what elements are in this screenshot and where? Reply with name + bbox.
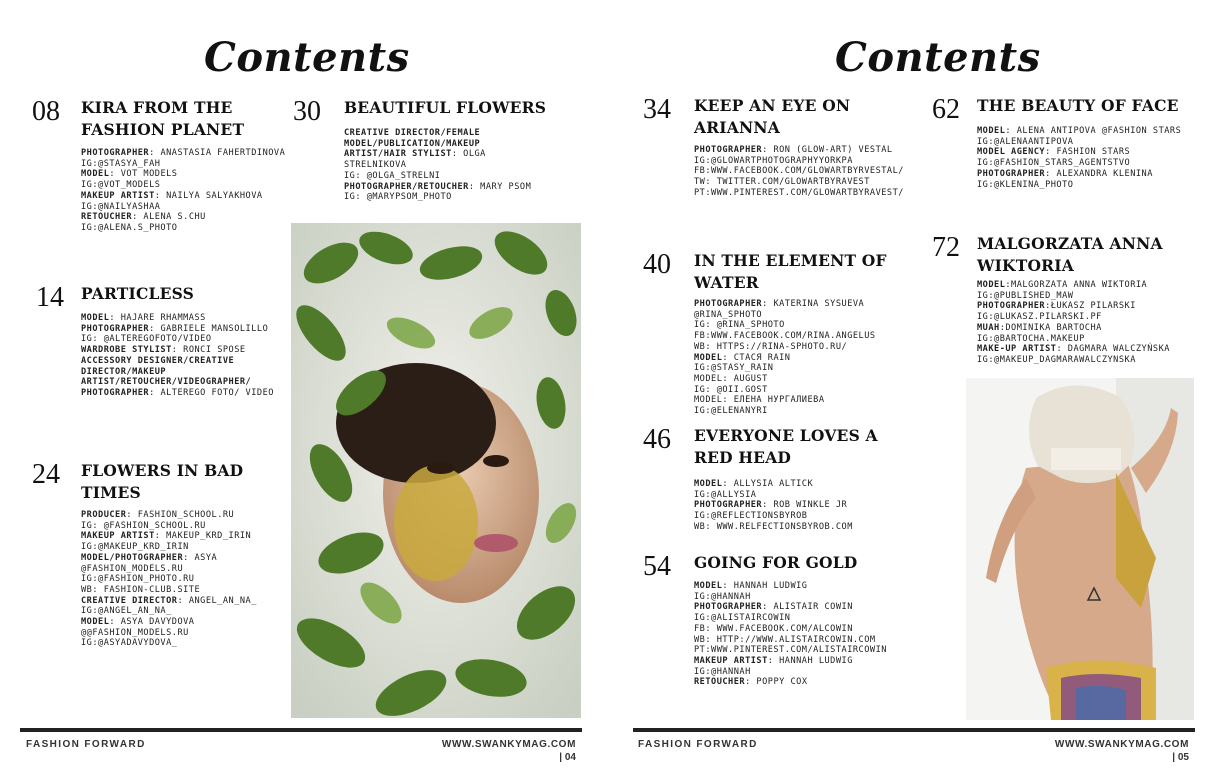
credit-line [694, 602, 919, 613]
credit-line [81, 356, 291, 399]
credit-line [344, 182, 544, 193]
credit-line [977, 280, 1199, 291]
entry-number: 30 [293, 96, 321, 127]
contents-entry[interactable] [32, 460, 292, 660]
feature-photo-blonde-model [966, 378, 1194, 720]
credit-line [977, 180, 1195, 191]
entry-number: 62 [932, 94, 960, 125]
credit-line [694, 310, 919, 321]
credit-line [81, 617, 286, 628]
credit-line [977, 334, 1199, 345]
credit-line [81, 553, 286, 564]
contents-entry[interactable] [643, 552, 933, 702]
credit-value: : ANGEL_AN_NA_ [177, 595, 257, 606]
credit-value: : HANNAH LUDWIG [767, 655, 853, 666]
credit-value: : RON (GLOW-ART) VESTAL [762, 145, 893, 155]
credit-line [977, 137, 1195, 148]
credit-value: : ALEXANDRA KLENINA [1045, 168, 1153, 179]
entry-title: IN THE ELEMENT OF WATER [694, 251, 887, 292]
credit-line [694, 353, 919, 364]
footer-rule [20, 728, 582, 732]
credit-line [977, 355, 1199, 366]
credit-line [977, 291, 1199, 302]
credit-line [977, 301, 1199, 312]
credit-value: : VOT MODELS [109, 169, 178, 180]
credit-role: MAKEUP ARTIST [694, 655, 768, 666]
credit-line [694, 511, 919, 522]
credit-role: RETOUCHER [694, 677, 746, 688]
credit-line [81, 148, 286, 159]
credit-line [694, 490, 919, 501]
credit-value: :DOMINIKA BARTOCHA [999, 322, 1102, 333]
credit-line [694, 656, 919, 667]
credit-value: PT:WWW.PINTEREST.COM/GLOWARTBYRAVEST/ [694, 187, 904, 198]
credit-value: IG: @FASHION_SCHOOL.RU [81, 520, 206, 531]
credit-value: IG: @MARYPSOM_PHOTO [344, 192, 452, 203]
credit-value: IG:@REFLECTIONSBYROB [694, 511, 808, 522]
credit-value: WB: HTTP://WWW.ALISTAIRCOWIN.COM [694, 634, 876, 645]
credit-line [694, 320, 919, 331]
credit-line [694, 500, 919, 511]
credit-value: @@FASHION_MODELS.RU [81, 627, 189, 638]
credit-line [81, 169, 286, 180]
credit-value: IG:@ELENANYRI [694, 406, 768, 417]
page-number: | 05 [1172, 752, 1189, 763]
credit-value: : FASHION_SCHOOL.RU [126, 510, 235, 520]
credit-line [81, 542, 286, 553]
credit-value: IG:@MAKEUP_KRD_IRIN [81, 542, 189, 553]
footer-website[interactable]: WWW.SWANKYMAG.COM [1054, 739, 1189, 750]
credit-role: PRODUCER [81, 510, 127, 520]
credit-line [81, 313, 291, 324]
credit-line [81, 606, 286, 617]
credit-line [977, 169, 1195, 180]
credit-value: PT:WWW.PINTEREST.COM/ALISTAIRCOWIN [694, 645, 887, 656]
credit-value: IG:@STASYA_FAH [81, 158, 161, 169]
credit-line [694, 581, 919, 592]
credit-line [81, 202, 286, 213]
page-title-left: Contents [204, 34, 410, 81]
credit-value: IG:@ASYADAVYDOVA_ [81, 638, 178, 649]
credit-line [694, 385, 919, 396]
contents-entry[interactable] [932, 233, 1202, 378]
credit-line [344, 128, 544, 171]
credit-line [81, 531, 286, 542]
credit-line [81, 191, 286, 202]
credit-line [694, 645, 919, 656]
credit-role: PHOTOGRAPHER [81, 148, 150, 158]
credit-line [694, 177, 919, 188]
entry-number: 08 [32, 96, 60, 127]
contents-entry[interactable] [293, 97, 583, 217]
credit-role: PHOTOGRAPHER [694, 602, 763, 613]
credit-role: PHOTOGRAPHER [81, 323, 150, 334]
credit-line [694, 299, 919, 310]
footer-brand: FASHION FORWARD [638, 739, 758, 750]
contents-entry[interactable] [643, 425, 933, 535]
entry-title: PARTICLESS [81, 284, 195, 303]
credit-value: IG: @RINA_SPHOTO [694, 320, 785, 331]
credit-role: MODEL [81, 313, 110, 323]
credit-role: MODEL AGENCY [977, 147, 1046, 158]
credit-line [977, 147, 1195, 158]
credit-value: IG:@MAKEUP_DAGMARAWALCZYNSKA [977, 354, 1136, 365]
credit-line [694, 145, 919, 156]
credit-value: IG:@LUKASZ.PILARSKI.PF [977, 312, 1102, 323]
credit-role: MODEL [694, 581, 723, 591]
credit-value: IG:@GLOWARTPHOTOGRAPHYYORKPA [694, 155, 853, 166]
credit-value: : KATERINA SYSUEVA [762, 299, 865, 309]
credit-role: PHOTOGRAPHER [977, 168, 1046, 179]
credit-value: IG:@FASHION_STARS_AGENTSTVO [977, 158, 1131, 169]
credit-line [694, 522, 919, 533]
footer-rule [633, 728, 1195, 732]
credit-value: IG:@ALENAANTIPOVA [977, 136, 1074, 147]
entry-credits [694, 145, 919, 199]
credit-value: : ALENA ANTIPOVA @FASHION STARS [1005, 126, 1182, 136]
credit-value: IG: @OII.GOST [694, 384, 768, 395]
credit-value: IG:@ANGEL_AN_NA_ [81, 606, 172, 617]
credit-value: : ANASTASIA FAHERTDINOVA [149, 148, 286, 158]
credit-line [81, 585, 286, 596]
credit-value: @RINA_SPHOTO [694, 309, 763, 320]
credit-value: WB: HTTPS://RINA-SPHOTO.RU/ [694, 341, 848, 352]
credit-line [694, 677, 919, 688]
credit-value: IG:@NAILYASHAA [81, 201, 161, 212]
credit-value: : GABRIELE MANSOLILLO [149, 323, 269, 334]
entry-number: 14 [36, 282, 64, 313]
credit-line [694, 342, 919, 353]
credit-line [977, 126, 1195, 137]
credit-line [81, 596, 286, 607]
entry-credits [344, 128, 544, 203]
credit-value: IG:@STASY_RAIN [694, 363, 774, 374]
credit-line [694, 406, 919, 417]
credit-value: IG:@HANNAH [694, 666, 751, 677]
credit-role: MODEL/PHOTOGRAPHER [81, 552, 184, 563]
credit-value: IG:@ALLYSIA [694, 489, 757, 500]
credit-value: FB: WWW.FACEBOOK.COM/ALCOWIN [694, 623, 853, 634]
right-page [606, 0, 1212, 780]
credit-value: FB:WWW.FACEBOOK.COM/RINA.ANGELUS [694, 331, 876, 342]
credit-line [977, 312, 1199, 323]
credit-value: @FASHION_MODELS.RU [81, 563, 184, 574]
credit-role: CREATIVE DIRECTOR/FEMALE MODEL/PUBLICATION/MAKEUP ARTIST/HAIR STYLIST [344, 128, 481, 160]
credit-value: MODEL: ЕЛЕНА НУРГАЛИЕВА [694, 395, 825, 406]
credit-value: :MALGORZATA ANNA WIKTORIA [1005, 280, 1148, 290]
entry-credits [694, 479, 919, 533]
credit-line [977, 344, 1199, 355]
credit-value: WB: WWW.RELFECTIONSBYROB.COM [694, 521, 853, 532]
entry-title: MALGORZATA ANNA WIKTORIA [977, 234, 1163, 275]
credit-role: MODEL [694, 479, 723, 489]
credit-line [694, 188, 919, 199]
credit-line [81, 180, 286, 191]
credit-value: FB:WWW.FACEBOOK.COM/GLOWARTBYRVESTAL/ [694, 166, 904, 177]
credit-value: : OLGA STRELNIKOVA [344, 149, 486, 171]
credit-value: IG:@BARTOCHA.MAKEUP [977, 333, 1085, 344]
credit-line [81, 628, 286, 639]
entry-credits [977, 280, 1199, 366]
credit-role: MODEL [977, 126, 1006, 136]
entry-credits [694, 299, 919, 417]
credit-role: PHOTOGRAPHER [694, 145, 763, 155]
credit-line [694, 613, 919, 624]
credit-role: RETOUCHER [81, 212, 133, 223]
credit-value: : MARY PSOM [468, 181, 532, 192]
credit-line [344, 192, 544, 203]
credit-line [81, 638, 286, 649]
credit-line [694, 363, 919, 374]
credit-value: MODEL: AUGUST [694, 373, 768, 384]
credit-value: : HANNAH LUDWIG [722, 581, 808, 591]
feature-photo-leaves [291, 223, 581, 718]
credit-line [81, 510, 286, 521]
contents-entry[interactable] [643, 250, 933, 420]
credit-value: IG: @ALTEREGOFOTO/VIDEO [81, 334, 212, 345]
credit-line [694, 395, 919, 406]
credit-value: : ALLYSIA ALTICK [722, 479, 814, 489]
credit-line [344, 171, 544, 182]
entry-credits [81, 313, 291, 399]
contents-entry[interactable] [643, 95, 933, 235]
credit-line [977, 323, 1199, 334]
credit-line [694, 479, 919, 490]
credit-line [694, 635, 919, 646]
credit-role: PHOTOGRAPHER/RETOUCHER [344, 181, 469, 192]
credit-value: : HAJARE RHAMMASS [109, 313, 206, 323]
credit-role: ACCESSORY DESIGNER/CREATIVE DIRECTOR/MAKEUP ARTIST/RETOUCHER/VIDEOGRAPHER/ PHOTOGRAPHER [81, 355, 252, 398]
credit-role: MUAH [977, 322, 1000, 333]
credit-value: : RONCI SPOSE [171, 345, 246, 356]
credit-line [81, 223, 286, 234]
entry-title: KEEP AN EYE ON ARIANNA [694, 96, 851, 137]
credit-role: CREATIVE DIRECTOR [81, 595, 178, 606]
credit-line [81, 212, 286, 223]
credit-value: : ASYA DAVYDOVA [109, 617, 195, 628]
credit-role: WARDROBE STYLIST [81, 345, 172, 356]
entry-number: 72 [932, 232, 960, 263]
entry-title: EVERYONE LOVES A RED HEAD [694, 426, 878, 467]
credit-value: IG:@ALISTAIRCOWIN [694, 613, 791, 624]
entry-credits [977, 126, 1195, 190]
credit-value: : FASHION STARS [1045, 147, 1131, 158]
credit-value: IG:@KLENINA_PHOTO [977, 179, 1074, 190]
credit-value: IG:@FASHION_PHOTO.RU [81, 574, 195, 585]
credit-line [694, 166, 919, 177]
entry-title: BEAUTIFUL FLOWERS [344, 98, 547, 117]
entry-credits [81, 148, 286, 234]
credit-line [81, 324, 291, 335]
credit-line [694, 624, 919, 635]
contents-entry[interactable] [32, 97, 292, 247]
entry-title: GOING FOR GOLD [694, 553, 858, 572]
credit-line [81, 159, 286, 170]
credit-value: : NAILYA SALYAKHOVA [154, 190, 263, 201]
contents-entry[interactable] [36, 283, 292, 423]
credit-line [81, 345, 291, 356]
credit-value: : ROB WINKLE JR [762, 500, 848, 511]
contents-entry[interactable] [932, 95, 1202, 215]
credit-value: : POPPY COX [745, 677, 808, 688]
entry-number: 54 [643, 551, 671, 582]
credit-line [977, 158, 1195, 169]
credit-role: MODEL [694, 352, 723, 363]
credit-value: WB: FASHION-CLUB.SITE [81, 584, 201, 595]
entry-title: THE BEAUTY OF FACE [977, 96, 1179, 115]
leaves-portrait-illustration [291, 223, 581, 718]
credit-value: : ALTEREGO FOTO/ VIDEO [149, 387, 274, 398]
entry-number: 34 [643, 94, 671, 125]
credit-value: IG:@PUBLISHED_MAW [977, 290, 1074, 301]
credit-value: :ŁUKASZ PILARSKI [1045, 301, 1136, 312]
credit-line [81, 564, 286, 575]
credit-value: : ASYA [183, 552, 218, 563]
footer-brand: FASHION FORWARD [26, 739, 146, 750]
credit-line [81, 521, 286, 532]
credit-line [81, 574, 286, 585]
credit-role: PHOTOGRAPHER [694, 299, 763, 309]
credit-value: IG:@ALENA.S_PHOTO [81, 222, 178, 233]
credit-role: MAKEUP ARTIST [81, 531, 155, 542]
credit-line [694, 374, 919, 385]
credit-value: TW: TWITTER.COM/GLOWARTBYRAVEST [694, 177, 870, 188]
credit-line [81, 334, 291, 345]
credit-line [694, 667, 919, 678]
entry-title: KIRA FROM THE FASHION PLANET [81, 98, 245, 139]
credit-role: MAKEUP ARTIST [81, 190, 155, 201]
page-number: | 04 [559, 752, 576, 763]
footer-website[interactable]: WWW.SWANKYMAG.COM [441, 739, 576, 750]
entry-number: 46 [643, 424, 671, 455]
credit-value: IG:@VOT_MODELS [81, 180, 161, 191]
credit-line [694, 331, 919, 342]
credit-value: IG: @OLGA_STRELNI [344, 170, 441, 181]
entry-title: FLOWERS IN BAD TIMES [81, 461, 244, 502]
credit-role: PHOTOGRAPHER [977, 301, 1046, 312]
entry-number: 40 [643, 249, 671, 280]
credit-value: : MAKEUP_KRD_IRIN [154, 531, 252, 542]
page-title-right: Contents [835, 34, 1041, 81]
credit-line [694, 156, 919, 167]
credit-role: MODEL [81, 617, 110, 628]
credit-value: : СТАСЯ RAIN [722, 352, 791, 363]
blonde-model-illustration [966, 378, 1194, 720]
credit-line [694, 592, 919, 603]
entry-number: 24 [32, 459, 60, 490]
credit-role: PHOTOGRAPHER [694, 500, 763, 511]
credit-role: MAKE-UP ARTIST [977, 344, 1057, 355]
credit-role: MODEL [81, 169, 110, 180]
entry-credits [694, 581, 919, 688]
credit-value: IG:@HANNAH [694, 591, 751, 602]
credit-role: MODEL [977, 280, 1006, 290]
entry-credits [81, 510, 286, 649]
credit-value: : ALISTAIR COWIN [762, 602, 853, 613]
credit-value: : ALENA S.CHU [132, 212, 206, 223]
credit-value: : DAGMARA WALCZYŃSKA [1056, 344, 1170, 355]
